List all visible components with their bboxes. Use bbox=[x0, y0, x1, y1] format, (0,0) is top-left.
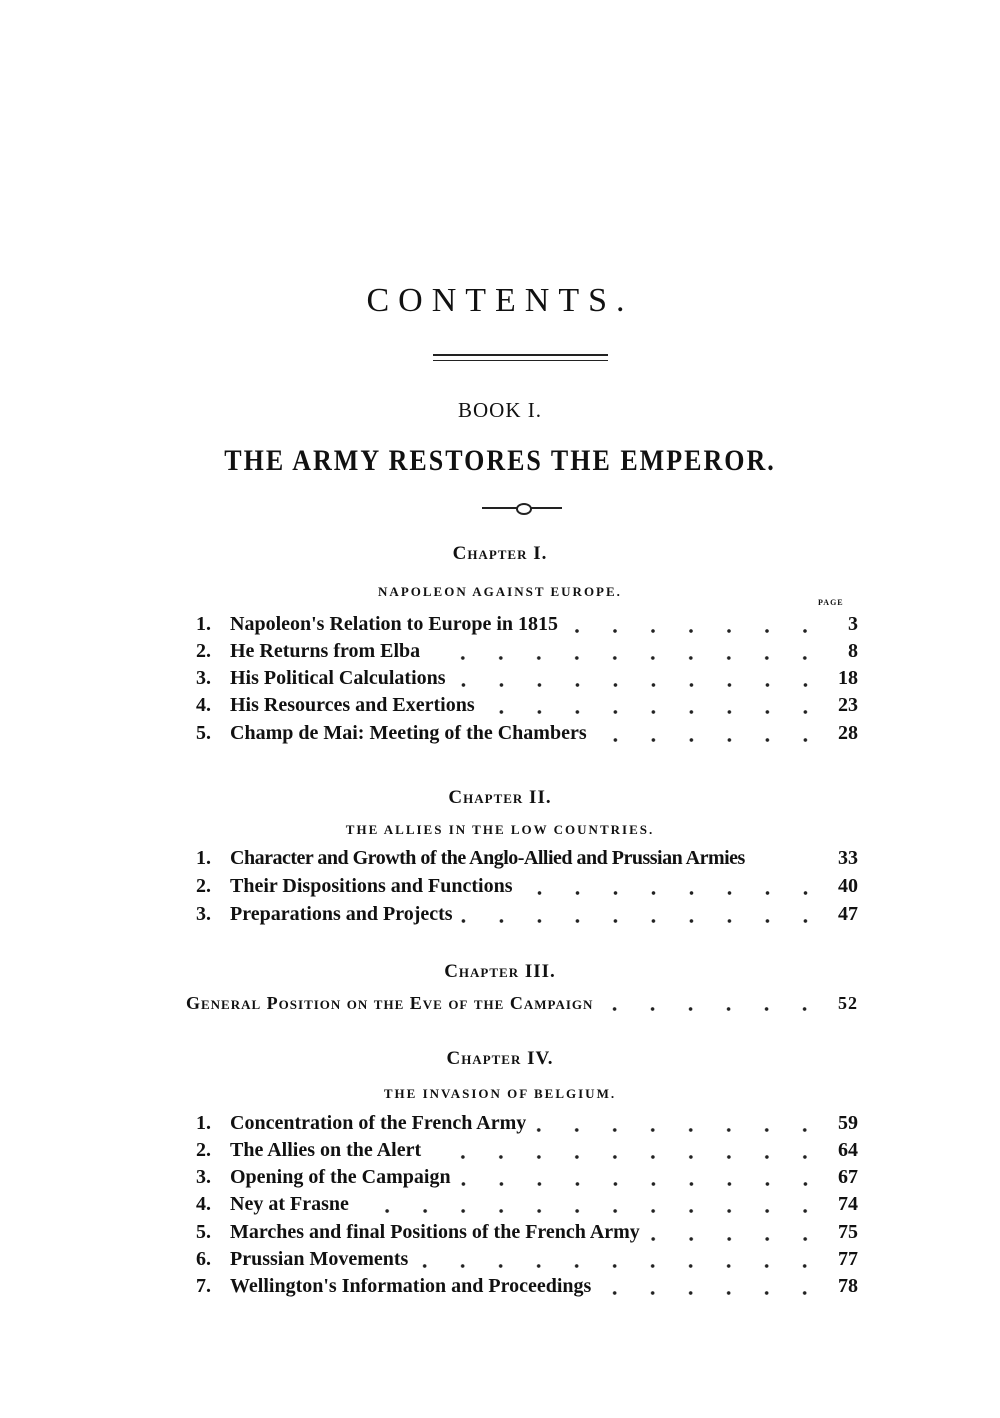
entry-title: Wellington's Information and Proceedings bbox=[230, 1275, 592, 1297]
dot-leader bbox=[595, 738, 824, 742]
toc-entry[interactable] bbox=[196, 1139, 858, 1165]
dot-leader bbox=[459, 1182, 824, 1186]
chapter-heading: Chapter IV. bbox=[446, 1048, 554, 1069]
ornament-divider bbox=[516, 503, 532, 515]
entry-page: 28 bbox=[838, 722, 858, 744]
entry-number: 6. bbox=[196, 1248, 211, 1270]
entry-title: Character and Growth of the Anglo-Allied and Prussian Armies bbox=[230, 847, 745, 869]
chapter-heading: Chapter II. bbox=[448, 787, 552, 808]
toc-entry[interactable] bbox=[196, 694, 858, 720]
entry-title: His Resources and Exertions bbox=[230, 694, 475, 716]
entry-page: 40 bbox=[838, 875, 858, 897]
toc-entry[interactable] bbox=[196, 903, 858, 929]
entry-page: 74 bbox=[838, 1193, 858, 1215]
entry-title: The Allies on the Alert bbox=[230, 1139, 422, 1161]
dot-leader bbox=[566, 629, 824, 633]
chapter-heading: Chapter III. bbox=[444, 961, 556, 982]
dot-leader bbox=[648, 1237, 824, 1241]
entry-number: 7. bbox=[196, 1275, 211, 1297]
dot-leader bbox=[534, 1128, 824, 1132]
entry-number: 1. bbox=[196, 1112, 211, 1134]
entry-number: 5. bbox=[196, 1221, 211, 1243]
entry-number: 2. bbox=[196, 1139, 211, 1161]
chapter-subtitle: THE ALLIES IN THE LOW COUNTRIES. bbox=[345, 822, 655, 837]
entry-page: 64 bbox=[838, 1139, 858, 1161]
toc-entry[interactable] bbox=[196, 847, 858, 873]
chapter-heading: Chapter I. bbox=[452, 543, 548, 564]
entry-title: He Returns from Elba bbox=[230, 640, 421, 662]
book-title: THE ARMY RESTORES THE EMPEROR. bbox=[224, 444, 776, 477]
divider bbox=[433, 354, 608, 356]
entry-number: 5. bbox=[196, 722, 211, 744]
dot-leader bbox=[454, 683, 824, 687]
page-column-header: PAGE bbox=[818, 598, 844, 607]
entry-number: 2. bbox=[196, 875, 211, 897]
entry-page: 77 bbox=[838, 1248, 858, 1270]
entry-title: Opening of the Campaign bbox=[230, 1166, 451, 1188]
entry-title: Marches and final Positions of the French Army bbox=[230, 1221, 640, 1243]
entry-number: 3. bbox=[196, 903, 211, 925]
chapter-subtitle: THE INVASION OF BELGIUM. bbox=[383, 1086, 617, 1101]
entry-title: Their Dispositions and Functions bbox=[230, 875, 513, 897]
entry-page: 18 bbox=[838, 667, 858, 689]
chapter-subtitle: NAPOLEON AGAINST EUROPE. bbox=[378, 584, 622, 599]
toc-entry[interactable] bbox=[196, 1221, 858, 1247]
entry-title: General Position on the Eve of the Campaign bbox=[186, 993, 594, 1013]
toc-entry[interactable] bbox=[196, 1248, 858, 1274]
toc-entry[interactable] bbox=[196, 1166, 858, 1192]
toc-entry[interactable] bbox=[196, 722, 858, 748]
entry-page: 52 bbox=[838, 993, 858, 1013]
book-label: BOOK I. bbox=[458, 398, 542, 422]
entry-page: 67 bbox=[838, 1166, 858, 1188]
entry-page: 33 bbox=[838, 847, 858, 869]
entry-title: Ney at Frasne bbox=[230, 1193, 349, 1215]
entry-title: Champ de Mai: Meeting of the Chambers bbox=[230, 722, 587, 744]
entry-title: Prussian Movements bbox=[230, 1248, 409, 1270]
entry-page: 78 bbox=[838, 1275, 858, 1297]
entry-page: 8 bbox=[848, 640, 858, 662]
toc-entry[interactable] bbox=[196, 1112, 858, 1138]
toc-entry[interactable] bbox=[186, 993, 858, 1014]
entry-page: 3 bbox=[848, 613, 858, 635]
dot-leader bbox=[428, 656, 824, 660]
toc-entry[interactable] bbox=[196, 613, 858, 639]
dot-leader bbox=[461, 919, 824, 923]
entry-number: 4. bbox=[196, 694, 211, 716]
entry-number: 1. bbox=[196, 613, 211, 635]
divider bbox=[433, 360, 608, 361]
toc-entry[interactable] bbox=[196, 640, 858, 666]
entry-title: Napoleon's Relation to Europe in 1815 bbox=[230, 613, 558, 635]
dot-leader bbox=[357, 1209, 824, 1213]
entry-page: 47 bbox=[838, 903, 858, 925]
entry-number: 3. bbox=[196, 1166, 211, 1188]
dot-leader bbox=[483, 710, 824, 714]
entry-number: 1. bbox=[196, 847, 211, 869]
entry-number: 3. bbox=[196, 667, 211, 689]
entry-title: Concentration of the French Army bbox=[230, 1112, 527, 1134]
dot-leader bbox=[601, 1007, 824, 1011]
entry-title: Preparations and Projects bbox=[230, 903, 453, 925]
toc-entry[interactable] bbox=[196, 875, 858, 901]
contents-title: CONTENTS. bbox=[366, 282, 634, 319]
toc-entry[interactable] bbox=[196, 667, 858, 693]
entry-title: His Political Calculations bbox=[230, 667, 446, 689]
entry-page: 75 bbox=[838, 1221, 858, 1243]
toc-entry[interactable] bbox=[196, 1193, 858, 1219]
dot-leader bbox=[599, 1291, 824, 1295]
entry-page: 59 bbox=[838, 1112, 858, 1134]
entry-number: 4. bbox=[196, 1193, 211, 1215]
dot-leader bbox=[429, 1155, 824, 1159]
toc-entry[interactable] bbox=[196, 1275, 858, 1301]
dot-leader bbox=[753, 863, 824, 867]
dot-leader bbox=[416, 1264, 824, 1268]
dot-leader bbox=[521, 891, 825, 895]
entry-number: 2. bbox=[196, 640, 211, 662]
entry-page: 23 bbox=[838, 694, 858, 716]
